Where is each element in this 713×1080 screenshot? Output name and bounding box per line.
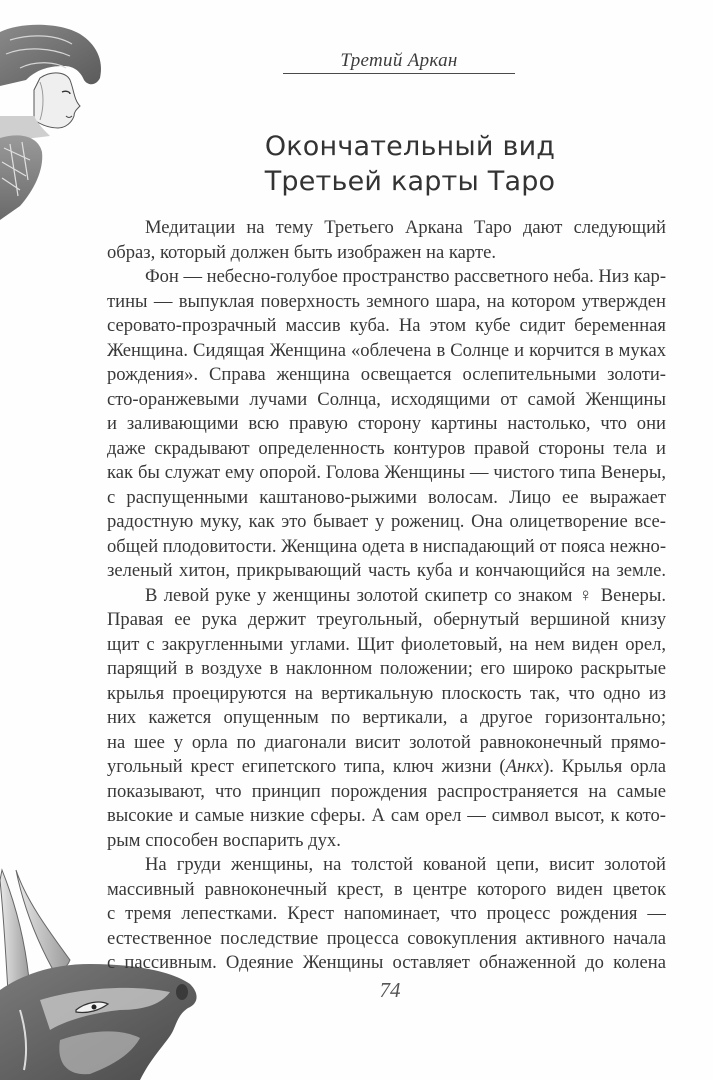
text-line: рым способен воспарить дух. [107, 829, 341, 851]
text-line: с тремя лепестками. Крест напоминает, что процесс рождения — [107, 903, 666, 924]
text-line: даже скрадывают определенность контуров правой стороны тела и [107, 437, 666, 459]
ankh-line-before: угольный крест египетского типа, ключ жизни ( [107, 756, 506, 777]
page-number: 74 [379, 978, 401, 1002]
text-line: них кажется опущенным по вертикали, а другое горизонтально; [107, 707, 666, 728]
text-line: Правая ее рука держит треугольный, обернутый вершиной книзу [107, 609, 666, 630]
section-title-line-1: Окончательный вид [264, 131, 556, 162]
text-line: серовато-прозрачный массив куба. На этом кубе сидит беременная [107, 315, 666, 336]
text-line: крылья проецируются на вертикальную плоскость так, что одно из [107, 682, 666, 704]
text-line: Медитации на тему Третьего Аркана Таро дают следующий [145, 217, 666, 238]
section-title-line-2: Третьей карты Таро [264, 166, 556, 197]
ankh-line-after: ). Крылья орла [543, 756, 666, 777]
section-title [200, 129, 620, 199]
text-line: высокие и самые низкие сферы. А сам орел — символ высот, к кото- [107, 805, 666, 826]
text-line: с пассивным. Одеяние Женщины оставляет обнаженной до колена [107, 952, 666, 973]
text-line: образ, который должен быть изображен на карте. [107, 241, 496, 263]
text-line: радостную муку, как это бывает у рожениц. Она олицетворение все- [107, 511, 666, 532]
text-line: массивный равноконечный крест, в центре которого виден цветок [107, 878, 666, 900]
text-line: тины — выпуклая поверхность земного шара, на котором утвержден [107, 290, 666, 312]
text-line: зеленый хитон, прикрывающий часть куба и кончающийся на земле. [107, 560, 666, 581]
text-line: Фон — небесно-голубое пространство рассветного неба. Низ кар- [145, 266, 666, 287]
running-head-rule [283, 73, 515, 74]
text-line: с распущенными каштаново-рыжими волосам. Лицо ее выражает [107, 486, 666, 508]
text-line: на шее у орла по диагонали висит золотой равноконечный прямо- [107, 731, 666, 753]
text-line: показывают, что принцип порождения распространяется на самые [107, 780, 666, 802]
body-text [107, 216, 666, 976]
text-line: На груди женщины, на толстой кованой цепи, висит золотой [145, 854, 666, 875]
text-line: Женщина. Сидящая Женщина «облечена в Солнце и корчится в муках [107, 339, 666, 361]
text-line: и заливающими всю правую сторону картины настолько, что они [107, 413, 666, 434]
running-head: Третий Аркан [340, 50, 458, 71]
text-line-ankh [107, 755, 666, 780]
text-line: сто-оранжевыми лучами Солнца, исходящими от самой Женщины [107, 388, 666, 410]
text-line: общей плодовитости. Женщина одета в ниспадающий от пояса нежно- [107, 535, 666, 557]
text-line: рождения». Справа женщина освещается ослепительными золоти- [107, 364, 666, 385]
text-line: щит с закругленными углами. Щит фиолетовый, на нем виден орел, [107, 633, 666, 655]
text-line: как бы служат ему опорой. Голова Женщины — чистого типа Венеры, [107, 462, 666, 483]
text-line: В левой руке у женщины золотой скипетр со знаком ♀ Венеры. [145, 584, 666, 606]
text-line: парящий в воздухе в наклонном положении; его широко раскрытые [107, 658, 666, 679]
text-line: естественное последствие процесса совокупления активного начала [107, 927, 666, 949]
ankh-term: Анкх [505, 756, 544, 777]
angel-illustration-icon [0, 20, 110, 220]
